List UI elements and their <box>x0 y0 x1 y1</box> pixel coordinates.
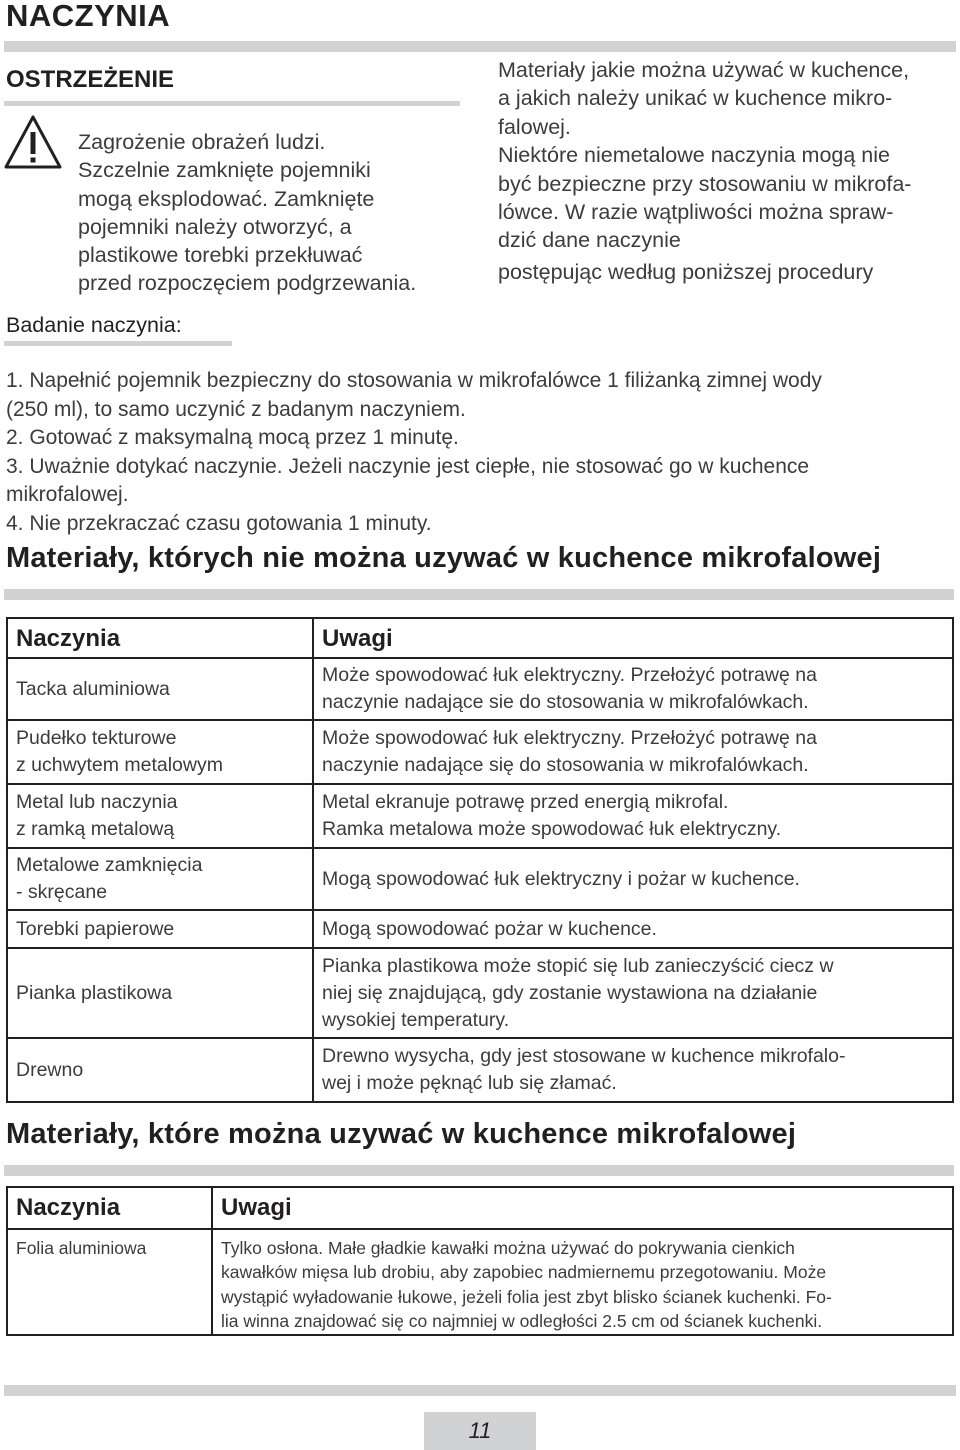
warning-line: plastikowe torebki przekłuwać <box>78 243 363 268</box>
table-header-row <box>7 1187 953 1229</box>
cell-line: Ramka metalowa może spowodować łuk elektryczny. <box>322 818 782 840</box>
intro-line: Materiały jakie można używać w kuchence, <box>498 58 910 82</box>
cell-line: lia winna znajdować się co najmniej w odległości 2.5 cm od ścianek kuchenki. <box>221 1310 823 1331</box>
header-cell-uwagi: Uwagi <box>212 1187 953 1229</box>
header-cell-naczynia: Naczynia <box>7 1187 212 1229</box>
cell-line: Pudełko tekturowe <box>16 727 177 749</box>
warning-line: Zagrożenie obrażeń ludzi. <box>78 130 326 154</box>
table-row <box>7 1229 953 1335</box>
warning-underline <box>4 101 460 106</box>
cell-line: Tylko osłona. Małe gładkie kawałki można używać do pokrywania cienkich <box>221 1238 795 1258</box>
allowed-section-title: Materiały, które można uzywać w kuchence mikrofalowej <box>6 1118 797 1150</box>
cell-line: Może spowodować łuk elektryczny. Przełożyć potrawę na <box>322 664 817 686</box>
warning-heading: OSTRZEŻENIE <box>6 66 175 93</box>
warning-line: mogą eksplodować. Zamknięte <box>78 186 375 211</box>
cell-line: wysokiej temperatury. <box>322 1008 510 1031</box>
cell-line: niej się znajdującą, gdy zostanie wystawiona na działanie <box>322 981 818 1004</box>
table-row <box>7 948 953 1038</box>
cell-line: Metal ekranuje potrawę przed energią mikrofal. <box>322 791 729 813</box>
cell-line: z uchwytem metalowym <box>16 754 223 776</box>
allowed-underline <box>4 1165 954 1176</box>
note-cell <box>313 1038 953 1102</box>
forbidden-underline <box>4 589 954 600</box>
intro-text <box>498 56 958 286</box>
step-line: (250 ml), to samo uczynić z badanym naczyniem. <box>6 397 466 421</box>
test-steps <box>6 367 956 539</box>
divider-bottom <box>4 1385 956 1396</box>
cell-line: Torebki papierowe <box>16 917 175 940</box>
warning-line: przed rozpoczęciem podgrzewania. <box>78 271 417 296</box>
cell-line: Drewno <box>16 1058 84 1081</box>
intro-line: falowej. <box>498 114 571 139</box>
table-row <box>7 658 953 720</box>
item-cell <box>7 848 313 910</box>
intro-line: dzić dane naczynie <box>498 228 681 253</box>
step-line: 3. Uważnie dotykać naczynie. Jeżeli naczynie jest ciepłe, nie stosować go w kuchence <box>6 454 810 478</box>
cell-line: naczynie nadające się do stosowania w mikrofalówkach. <box>322 754 809 776</box>
intro-line: postępując według poniższej procedury <box>498 259 874 284</box>
intro-line: lówce. W razie wątpliwości można spraw- <box>498 200 894 225</box>
cell-line: z ramką metalową <box>16 818 175 840</box>
step-line: 1. Napełnić pojemnik bezpieczny do stosowania w mikrofalówce 1 filiżanką zimnej wody <box>6 369 822 392</box>
cell-line: naczynie nadające sie do stosowania w mikrofalówkach. <box>322 691 809 713</box>
forbidden-section-title: Materiały, których nie można uzywać w kuchence mikrofalowej <box>6 542 882 574</box>
step-line: 4. Nie przekraczać czasu gotowania 1 minuty. <box>6 511 432 535</box>
note-cell <box>313 948 953 1038</box>
note-cell <box>313 720 953 784</box>
note-cell <box>313 848 953 910</box>
item-cell <box>7 1038 313 1102</box>
note-cell <box>212 1229 953 1335</box>
cell-line: Metal lub naczynia <box>16 791 178 813</box>
cell-line: - skręcane <box>16 881 108 903</box>
forbidden-table <box>6 617 954 1103</box>
page-number: 11 <box>424 1412 536 1450</box>
cell-line: Może spowodować łuk elektryczny. Przełożyć potrawę na <box>322 727 817 749</box>
cell-line: Drewno wysycha, gdy jest stosowane w kuchence mikrofalo- <box>322 1045 846 1067</box>
table-row <box>7 910 953 948</box>
page-title: NACZYNIA <box>6 0 171 33</box>
warning-text <box>78 128 458 298</box>
cell-line: Pianka plastikowa <box>16 981 173 1004</box>
table-row <box>7 1038 953 1102</box>
intro-line: być bezpieczne przy stosowaniu w mikrofa- <box>498 171 912 196</box>
cell-line: kawałków mięsa lub drobiu, aby zapobiec nadmiernemu przegotowaniu. Może <box>221 1262 827 1283</box>
warning-line: Szczelnie zamknięte pojemniki <box>78 158 371 183</box>
step-line: mikrofalowej. <box>6 483 129 507</box>
cell-line: Mogą spowodować pożar w kuchence. <box>322 917 657 940</box>
warning-line: pojemniki należy otworzyć, a <box>78 214 352 239</box>
item-cell <box>7 784 313 848</box>
header-cell-naczynia: Naczynia <box>7 618 313 658</box>
intro-line: a jakich należy unikać w kuchence mikro- <box>498 86 893 111</box>
item-cell <box>7 948 313 1038</box>
note-cell <box>313 784 953 848</box>
item-cell <box>7 720 313 784</box>
table-row <box>7 720 953 784</box>
item-cell <box>7 910 313 948</box>
table-header-row <box>7 618 953 658</box>
header-cell-uwagi: Uwagi <box>313 618 953 658</box>
table-row <box>7 848 953 910</box>
test-underline <box>4 341 232 346</box>
warning-triangle-icon <box>4 114 62 170</box>
divider-top <box>4 41 956 52</box>
cell-line: wystąpić wyładowanie łukowe, jeżeli folia jest zbyt blisko ścianek kuchenki. Fo- <box>221 1286 832 1307</box>
test-heading: Badanie naczynia: <box>6 313 182 337</box>
intro-line: Niektóre niemetalowe naczynia mogą nie <box>498 143 890 168</box>
allowed-table <box>6 1186 954 1336</box>
cell-line: wej i może pęknąć lub się złamać. <box>322 1072 617 1094</box>
item-cell <box>7 1229 212 1335</box>
cell-line: Metalowe zamknięcia <box>16 854 203 876</box>
step-line: 2. Gotować z maksymalną mocą przez 1 minutę. <box>6 426 459 450</box>
item-cell <box>7 658 313 720</box>
table-row <box>7 784 953 848</box>
note-cell <box>313 658 953 720</box>
cell-line: Folia aluminiowa <box>16 1238 147 1258</box>
cell-line: Tacka aluminiowa <box>16 677 170 700</box>
cell-line: Pianka plastikowa może stopić się lub zanieczyścić ciecz w <box>322 954 834 977</box>
cell-line: Mogą spowodować łuk elektryczny i pożar w kuchence. <box>322 867 800 890</box>
note-cell <box>313 910 953 948</box>
